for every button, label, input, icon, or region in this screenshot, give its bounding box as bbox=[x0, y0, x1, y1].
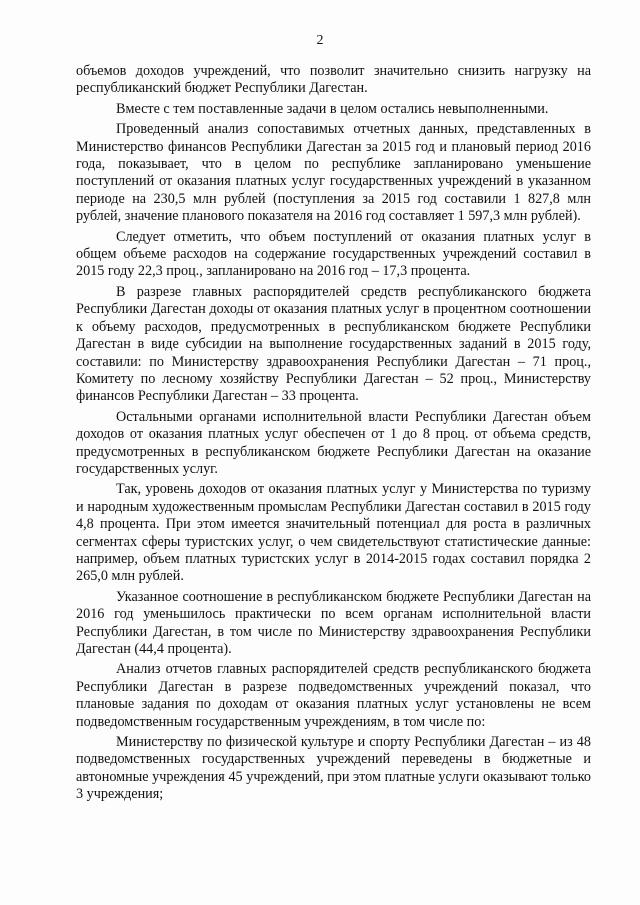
paragraph-3: Проведенный анализ сопоставимых отчетных данных, представленных в Министерство финансов Республики Дагестан за 2015 год и плановый период 2016 года, показывает, что в целом по республике запланировано уменьшение поступлений от оказания платных услуг государственных учреждений в указанном периоде на 230,5 млн рублей (поступления за 2015 год составили 1 827,8 млн рублей, значение планового показателя на 2016 год составляет 1 597,3 млн рублей). bbox=[76, 121, 591, 225]
paragraph-9: Анализ отчетов главных распорядителей средств республиканского бюджета Республики Дагестан в разрезе подведомственных учреждений показал, что плановые задания по доходам от оказания платных услуг установлены не всем подведомственным государственным учреждениям, в том числе по: bbox=[76, 661, 591, 730]
paragraph-4: Следует отметить, что объем поступлений от оказания платных услуг в общем объеме расходов на содержание государственных учреждений составил в 2015 году 22,3 проц., запланировано на 2016 год – 17,3 процента. bbox=[76, 228, 591, 280]
paragraph-10: Министерству по физической культуре и спорту Республики Дагестан – из 48 подведомственных государственных учреждений переведены в бюджетные и автономные учреждения 45 учреждений, при этом платные услуги оказывают только 3 учреждения; bbox=[76, 734, 591, 803]
paragraph-6: Остальными органами исполнительной власти Республики Дагестан объем доходов от оказания платных услуг обеспечен от 1 до 8 проц. от объема средств, предусмотренных в республиканском бюджете Республики Дагестан на оказание государственных услуг. bbox=[76, 408, 591, 477]
page-number: 2 bbox=[316, 33, 324, 48]
paragraph-2: Вместе с тем поставленные задачи в целом остались невыполненными. bbox=[116, 100, 549, 117]
document-body bbox=[76, 63, 591, 807]
paragraph-7: Так, уровень доходов от оказания платных услуг у Министерства по туризму и народным художественным промыслам Республики Дагестан составил в 2015 году 4,8 процента. При этом имеется значительный потенциал для роста в различных сегментах сферы туристских услуг, о чем свидетельствуют статистические данные: например, объем платных туристских услуг в 2014-2015 годах составил порядка 2 265,0 млн рублей. bbox=[76, 481, 591, 585]
paragraph-1: объемов доходов учреждений, что позволит значительно снизить нагрузку на республиканский бюджет Республики Дагестан. bbox=[76, 63, 591, 97]
paragraph-5: В разрезе главных распорядителей средств республиканского бюджета Республики Дагестан доходы от оказания платных услуг в процентном соотношении к объему расходов, предусмотренных в республиканском бюджете Республики Дагестан в виде субсидии на выполнение государственных заданий в 2015 году, составили: по Министерству здравоохранения Республики Дагестан – 71 проц., Комитету по лесному хозяйству Республики Дагестан – 52 проц., Министерству финансов Республики Дагестан – 33 процента. bbox=[76, 283, 591, 405]
paragraph-8: Указанное соотношение в республиканском бюджете Республики Дагестан на 2016 год уменьшилось практически по всем органам исполнительной власти Республики Дагестан, в том числе по Министерству здравоохранения Республики Дагестан (44,4 процента). bbox=[76, 588, 591, 657]
